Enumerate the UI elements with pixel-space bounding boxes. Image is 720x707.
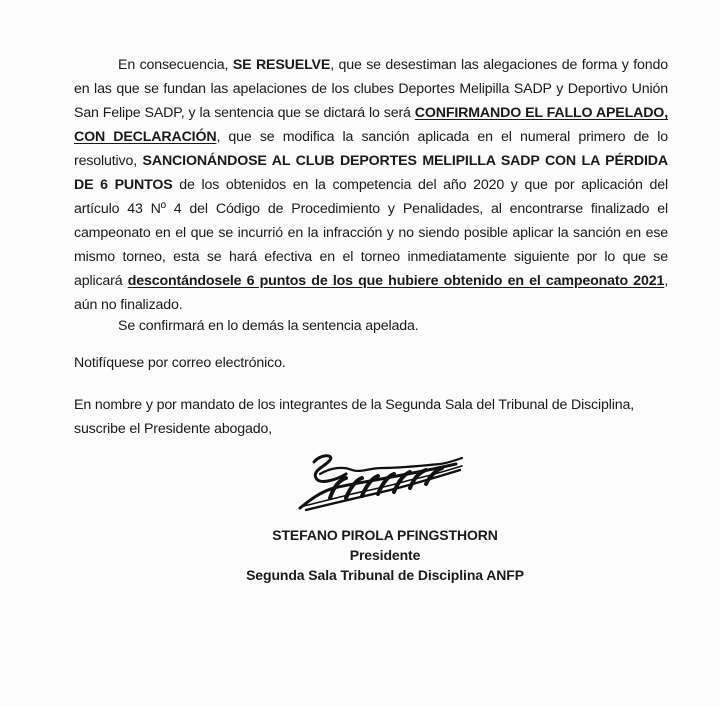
text-span: , que se desestiman las alegaciones de forma y fondo en las que se fundan las apelaciones de los clubes Deportes Melipilla SADP y Deportivo Unión San Felipe SADP, y la sentencia que se dictará lo será — [74, 57, 668, 121]
bold-underlined-text: CONFIRMANDO EL FALLO APELADO, CON DECLARACIÓN — [74, 105, 668, 145]
handwritten-signature — [290, 448, 470, 520]
notification-paragraph: Notifíquese por correo electrónico. — [74, 355, 286, 371]
text-span: , aún no finalizado. — [74, 273, 668, 313]
resolution-paragraph — [74, 53, 668, 317]
signatory-title: Presidente — [349, 547, 421, 563]
mandate-paragraph: En nombre y por mandato de los integrantes de la Segunda Sala del Tribunal de Disciplina, suscribe el Presidente abogado, — [74, 397, 635, 437]
signatory-name: STEFANO PIROLA PFINGSTHORN — [272, 527, 498, 543]
bold-text: SE RESUELVE — [232, 57, 331, 73]
confirmation-paragraph: Se confirmará en lo demás la sentencia apelada. — [118, 318, 419, 334]
signatory-organization: Segunda Sala Tribunal de Disciplina ANFP — [246, 567, 524, 583]
bold-text: SANCIONÁNDOSE AL CLUB DEPORTES MELIPILLA SADP CON LA PÉRDIDA DE 6 PUNTOS — [74, 153, 668, 193]
text-span: de los obtenidos en la competencia del año 2020 y que por aplicación del artículo 43 Nº 4 del Código de Procedimiento y Penalidades, al encontrarse finalizado el campeonato en el que se incurrió en la infracción y no siendo posible aplicar la sanción en ese mismo torneo, esta se hará efectiva en el torneo inmediatamente siguiente por lo que se aplicará — [74, 177, 668, 289]
text-span: En consecuencia, — [118, 57, 233, 73]
text-span: , que se modifica la sanción aplicada en el numeral primero de lo resolutivo, — [74, 129, 669, 169]
bold-underlined-text: descontándosele 6 puntos de los que hubiere obtenido en el campeonato 2021 — [127, 273, 665, 289]
